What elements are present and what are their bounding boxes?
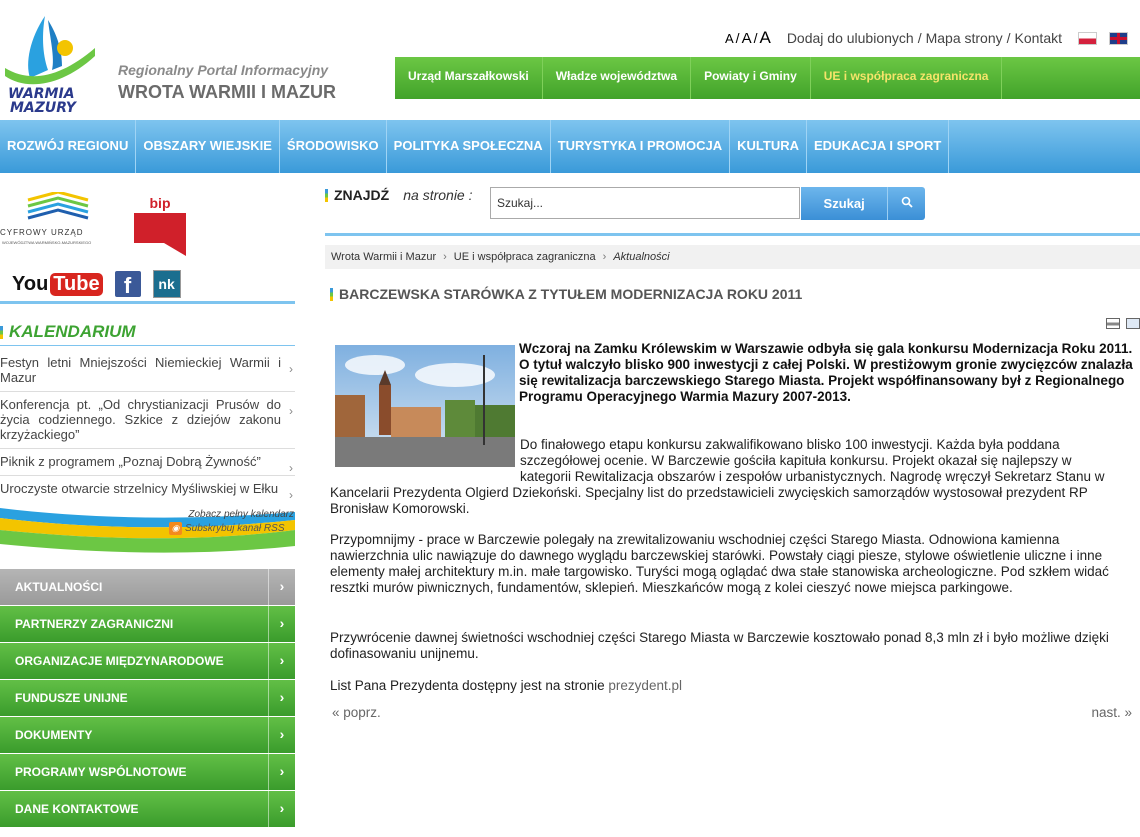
- breadcrumb-home[interactable]: Wrota Warmii i Mazur: [331, 251, 437, 263]
- bip-logo[interactable]: [134, 193, 186, 256]
- sidebar-menu: [0, 569, 295, 828]
- chevron-right-icon: ›: [268, 680, 295, 716]
- chevron-right-icon: ›: [289, 362, 293, 376]
- rss-icon: ◉: [169, 522, 182, 535]
- main-blue-nav: [0, 120, 1140, 173]
- english-flag-icon[interactable]: [1109, 32, 1128, 45]
- nav-polityka-spoleczna[interactable]: POLITYKA SPOŁECZNA: [387, 120, 551, 173]
- chevron-right-icon: ›: [268, 643, 295, 679]
- portal-heading: [118, 62, 336, 103]
- nav-kultura[interactable]: KULTURA: [730, 120, 807, 173]
- nav-srodowisko[interactable]: ŚRODOWISKO: [280, 120, 387, 173]
- contact-link[interactable]: Kontakt: [1014, 30, 1062, 46]
- font-size-small[interactable]: A: [725, 31, 734, 46]
- top-links: A / A / A Dodaj do ulubionych / Mapa strony / Kontakt: [723, 28, 1128, 48]
- svg-text:MAZURY: MAZURY: [10, 100, 76, 113]
- chevron-right-icon: ›: [268, 717, 295, 753]
- cyfrowy-urzad-sublabel: WOJEWÓDZTWA WARMIŃSKO-MAZURSKIEGO: [2, 240, 92, 245]
- cyfrowy-urzad-label: CYFROWY URZĄD: [0, 228, 84, 237]
- warmia-mazury-logo[interactable]: [0, 8, 105, 113]
- sidebar-item-dane-kontaktowe[interactable]: DANE KONTAKTOWE ›: [0, 791, 295, 827]
- email-icon[interactable]: [1126, 318, 1140, 329]
- kalendarium-item[interactable]: Festyn letni Mniejszości Niemieckiej Warmii i Mazur ›: [0, 350, 295, 392]
- search-button-label: Szukaj: [823, 196, 865, 211]
- article-paragraph: Do finałowego etapu konkursu zakwalifikowano blisko 100 inwestycji. Każda była poddana szczegółowej ocenie. W Barczewie gościła kapituła konkursu. Projekt okazał się najlepszy w kategorii Rewitalizacja obszarów i zespołów urbanistycznych. Nagrodę wręczył Sekretarz Stanu w Kancelarii Prezydenta Olgierd Dziekoński. Specjalny list do przedstawicieli zwycięskich samorządów wystosował prezydent RP Bronisław Komorowski.: [330, 437, 1105, 516]
- nav-urzad-marszalkowski[interactable]: Urząd Marszałkowski: [395, 57, 543, 99]
- search-input[interactable]: Szukaj...: [490, 187, 800, 219]
- polish-flag-icon[interactable]: [1078, 32, 1097, 45]
- cyfrowy-urzad-icon: [0, 192, 118, 228]
- chevron-right-icon: ›: [268, 606, 295, 642]
- chevron-right-icon: ›: [602, 251, 607, 263]
- social-links: [12, 270, 181, 298]
- portal-title: WROTA WARMII I MAZUR: [118, 82, 336, 102]
- breadcrumb-ue[interactable]: UE i współpraca zagraniczna: [453, 251, 596, 263]
- chevron-right-icon: ›: [289, 488, 293, 502]
- sitemap-link[interactable]: Mapa strony: [925, 30, 1003, 46]
- nav-rozwoj-regionu[interactable]: ROZWÓJ REGIONU: [0, 120, 136, 173]
- svg-text:WARMIA: WARMIA: [8, 86, 75, 102]
- sidebar-item-organizacje[interactable]: ORGANIZACJE MIĘDZYNARODOWE ›: [0, 643, 295, 679]
- chevron-right-icon: ›: [443, 251, 447, 263]
- youtube-link[interactable]: You Tube: [12, 273, 103, 296]
- sidebar-item-fundusze[interactable]: FUNDUSZE UNIJNE ›: [0, 680, 295, 716]
- article-tools: [1100, 318, 1140, 329]
- previous-link[interactable]: « poprz.: [332, 705, 381, 720]
- facebook-icon[interactable]: f: [115, 271, 141, 297]
- print-icon[interactable]: [1106, 318, 1120, 329]
- search-scope: na stronie :: [403, 187, 473, 203]
- chevron-right-icon: ›: [289, 461, 293, 475]
- kalendarium-list: [0, 350, 295, 502]
- font-size-medium[interactable]: A: [741, 30, 752, 47]
- nav-powiaty-i-gminy[interactable]: Powiaty i Gminy: [691, 57, 811, 99]
- kalendarium-item[interactable]: Uroczyste otwarcie strzelnicy Myśliwskiej w Ełku ›: [0, 481, 293, 502]
- next-link[interactable]: nast. »: [1091, 705, 1132, 720]
- top-green-nav: [395, 57, 1140, 99]
- cyfrowy-urzad-logo[interactable]: [0, 192, 118, 252]
- rss-link[interactable]: ◉ Subskrybuj kanał RSS: [169, 522, 285, 535]
- chevron-right-icon: ›: [268, 754, 295, 790]
- article-paragraph: Przywrócenie dawnej świetności wschodniej części Starego Miasta w Barczewie kosztowało ponad 8,3 mln zł i było możliwe dzięki dofinasowaniu unijnemu.: [330, 630, 1109, 661]
- nk-icon[interactable]: nk: [153, 270, 181, 298]
- bullet-icon: [0, 326, 3, 339]
- search-label: ZNAJDŹ: [325, 187, 389, 203]
- font-size-switcher: A / A / A: [725, 28, 771, 47]
- article-title: BARCZEWSKA STARÓWKA Z TYTUŁEM MODERNIZACJA ROKU 2011: [330, 286, 802, 302]
- breadcrumb: [325, 245, 1140, 269]
- font-size-large[interactable]: A: [759, 28, 771, 47]
- divider: [0, 345, 295, 346]
- article-paragraph: List Pana Prezydenta dostępny jest na stronie prezydent.pl: [330, 678, 682, 693]
- article-paragraph: Przypomnijmy - prace w Barczewie polegały na zrewitalizowaniu wschodniej części Starego Miasta. Odnowiona kamienna nawierzchnia ulic nawiązuje do dawnego wyglądu barczewskiej starówki. Powstały ciągi piesze, stylowe oświetlenie uliczne i inne elementy małej architektury m.in. małe targowisko. Turyści mogą oglądać dwa stałe stanowiska archeologiczne. Pod szkłem widać resztki murów piwnicznych, fundamentów, sklepień. Mieszkańców mogą z kolei cieszyć nowe miejsca parkingowe.: [330, 532, 1109, 595]
- bullet-icon: [330, 288, 333, 301]
- sidebar-item-programy[interactable]: PROGRAMY WSPÓLNOTOWE ›: [0, 754, 295, 790]
- bip-label: bip: [149, 195, 171, 211]
- chevron-right-icon: ›: [268, 569, 295, 605]
- nav-wladze-wojewodztwa[interactable]: Władze województwa: [543, 57, 691, 99]
- kalendarium-heading: KALENDARIUM: [0, 322, 136, 342]
- chevron-right-icon: ›: [268, 791, 295, 827]
- chevron-right-icon: ›: [289, 404, 293, 418]
- nav-obszary-wiejskie[interactable]: OBSZARY WIEJSKIE: [136, 120, 280, 173]
- kalendarium-item[interactable]: Konferencja pt. „Od chrystianizacji Prusów do życia codziennego. Szkice z dziejów zakonu krzyżackiego” ›: [0, 392, 295, 449]
- nav-ue-wspolpraca[interactable]: UE i współpraca zagraniczna: [811, 57, 1003, 99]
- nav-turystyka-i-promocja[interactable]: TURYSTYKA I PROMOCJA: [551, 120, 730, 173]
- nav-edukacja-i-sport[interactable]: EDUKACJA I SPORT: [807, 120, 949, 173]
- bullet-icon: [325, 189, 328, 202]
- full-calendar-link[interactable]: Zobacz pełny kalendarz: [188, 509, 294, 520]
- prezydent-link[interactable]: prezydent.pl: [608, 678, 682, 693]
- search-icon: [887, 187, 925, 220]
- sidebar-item-partnerzy[interactable]: PARTNERZY ZAGRANICZNI ›: [0, 606, 295, 642]
- divider: [0, 301, 295, 304]
- youtube-icon: You: [12, 272, 49, 295]
- sidebar-item-dokumenty[interactable]: DOKUMENTY ›: [0, 717, 295, 753]
- kalendarium-item[interactable]: Piknik z programem „Poznaj Dobrą Żywność” ›: [0, 449, 295, 476]
- divider: [325, 233, 1140, 236]
- search-area: [325, 187, 473, 203]
- sidebar-item-aktualnosci[interactable]: AKTUALNOŚCI ›: [0, 569, 295, 605]
- article-lead: Wczoraj na Zamku Królewskim w Warszawie odbyła się gala konkursu Modernizacja Roku 2011. O tytuł walczyło blisko 900 inwestycji z całej Polski. W prestiżowym gronie zwycięzców znalazła się rewitalizacja barczewskiego Starego Miasta. Projekt współfinansowany był z Regionalnego Programu Operacyjnego Warmia Mazury 2007-2013.: [519, 341, 1133, 404]
- search-button[interactable]: [801, 187, 925, 220]
- add-to-favorites-link[interactable]: Dodaj do ulubionych: [786, 30, 914, 46]
- portal-subtitle: Regionalny Portal Informacyjny: [118, 62, 329, 78]
- breadcrumb-current: Aktualności: [613, 251, 670, 263]
